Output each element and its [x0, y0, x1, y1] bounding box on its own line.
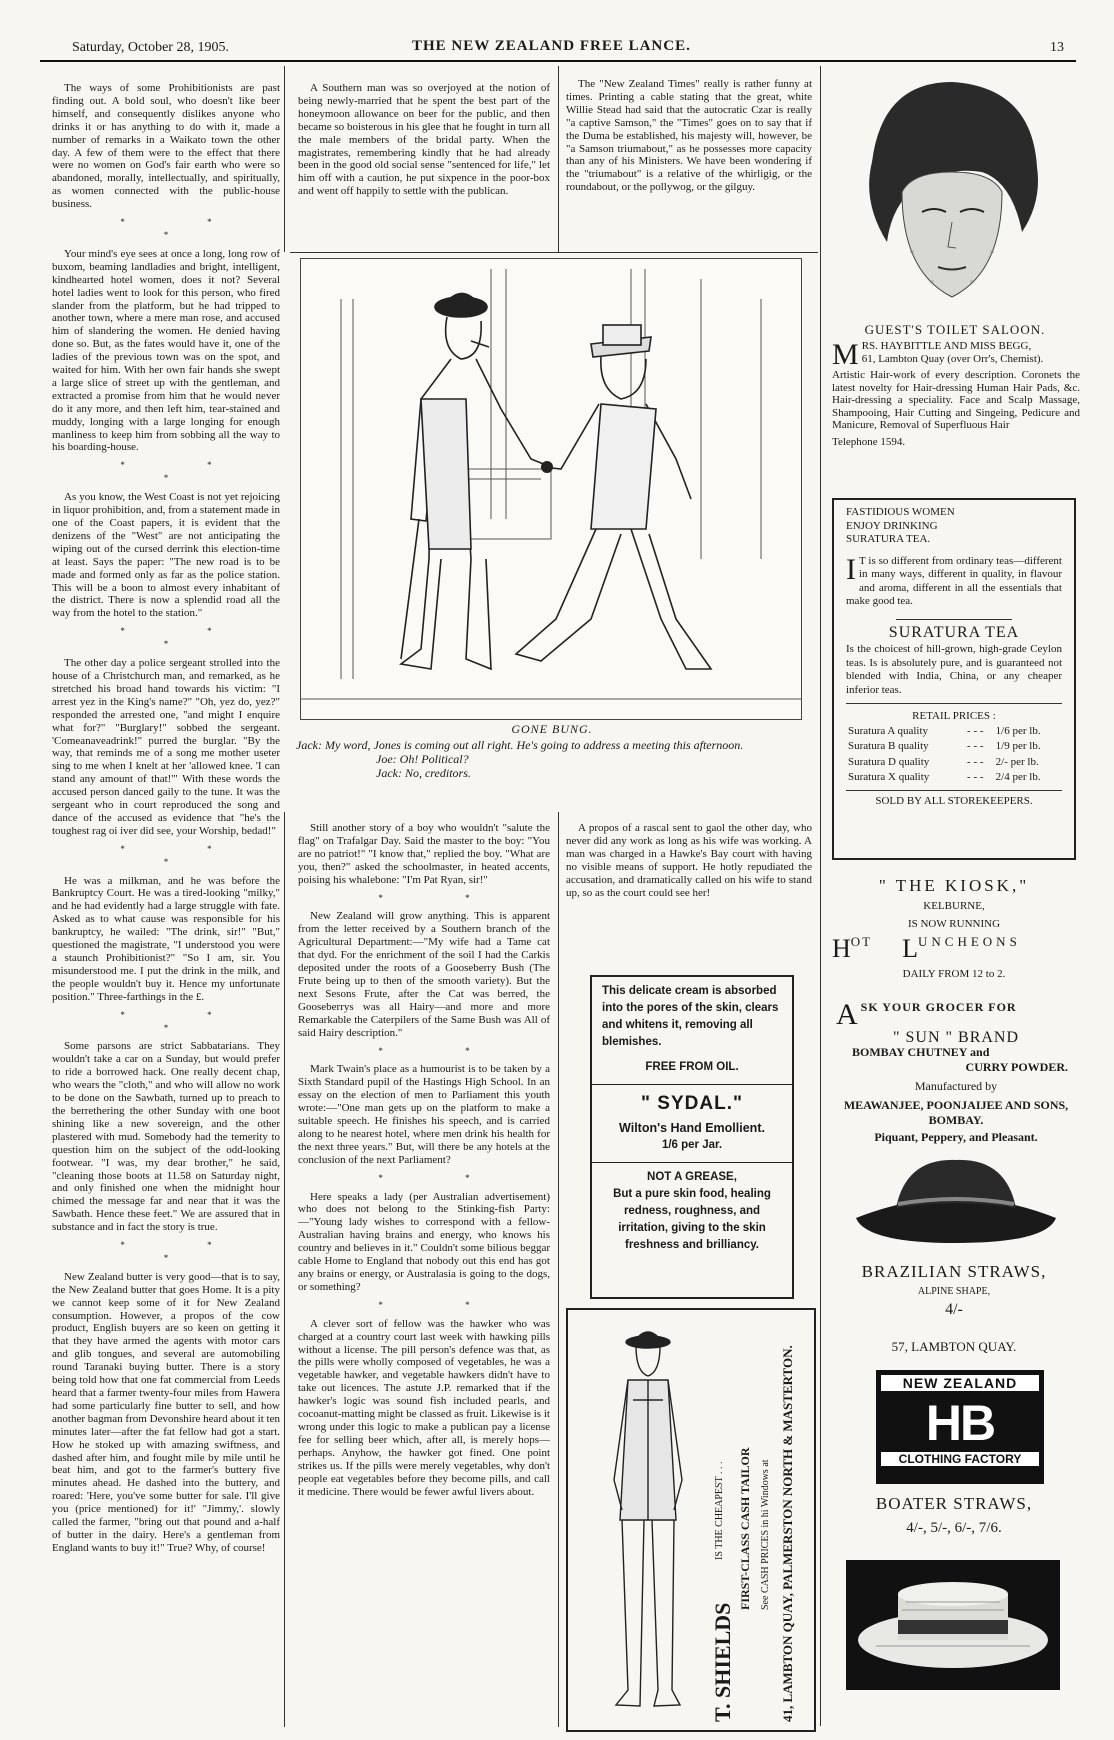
suratura-retail: RETAIL PRICES : [912, 710, 996, 722]
separator-stars: * * [378, 1045, 510, 1056]
price-value: 2/- per lb. [995, 755, 1039, 768]
suratura-price-table [846, 724, 1062, 786]
guest-names: RS. HAYBITTLE AND MISS BEGG, [861, 340, 1032, 352]
section-rule [290, 252, 818, 253]
sydal-desc: But a pure skin food, healing redness, roughness, and irritation, giving to the skin freshness and brilliancy. [613, 1188, 771, 1251]
article-paragraph: Some parsons are strict Sabbatarians. They wouldn't take a car on a Sunday, but would prefer to ride a borrowed hack. One really decent chap, who wears the "cloth," and who will allow no work to be done on the Sawbath, turned up to preach to the berrethering the other Sunday with one boot shining like a new sovereign, and the other plastered with mud. Somebody had the temerity to question him on the subject of the odd-looking footwear. "I was, my dear brother," he said, "cleaning those boots at 11.58 on Saturday night, and only finished one when the midnight hour chimed the message far and near that it was the Sawbath. Hence these feet." We are assured that in substance and in fact the story is true. [52, 1040, 280, 1234]
sun-dropcap: A [836, 998, 858, 1031]
boater-hat-illustration [846, 1560, 1060, 1690]
separator-stars: * * [378, 1299, 510, 1310]
kiosk-title: " THE KIOSK," [878, 876, 1030, 895]
column-3-top [566, 78, 812, 199]
column-1 [52, 82, 280, 1732]
tailored-man-illustration [578, 1320, 718, 1720]
separator-stars: * * * [120, 460, 252, 484]
article-paragraph: As you know, the West Coast is not yet rejoicing in liquor prohibition, and, from a statement made in one of the Coast papers, it is evident that the denizens of the "West" are not anticipating the wiping out of the cursed derrink this election-time at least. Says the paper: "The new road is to be made and formed only as far as the police station. This will be a boon to almost every inhabitant of the district. There is now a splendid road all the way from the hotel to the station." [52, 491, 280, 620]
shields-name: T. SHIELDS [710, 1602, 735, 1722]
price-value: 1/9 per lb. [995, 740, 1041, 752]
separator-stars: * * [378, 892, 510, 903]
sun-brand: " SUN " BRAND [892, 1029, 1020, 1046]
kiosk-daily: DAILY FROM 12 to 2. [902, 968, 1006, 980]
sydal-free-from-oil: FREE FROM OIL. [645, 1061, 739, 1073]
cartoon-line: Jack: My word, Jones is coming out all right. He's going to address a meeting this afternoon. [296, 738, 744, 752]
article-paragraph: A Southern man was so overjoyed at the notion of being newly-married that he spent the best part of the honeymoon allowance on beer for the public, and then became so boisterous in his glee that he fought in turn all the male members of the bridal party. When the magistrates, remembering kindly that he had already been in the good old social sense "sentenced for life," let him off with a caution, he put sixpence in the poor-box and went off happily to settle with the publican. [298, 82, 550, 198]
price-label: Suratura D quality [848, 755, 930, 768]
suratura-heading: ENJOY DRINKING [846, 519, 938, 532]
newspaper-title: THE NEW ZEALAND FREE LANCE. [412, 38, 691, 54]
straws-title: BRAZILIAN STRAWS, [861, 1262, 1047, 1281]
article-paragraph: Still another story of a boy who wouldn't "salute the flag" on Trafalgar Day. Said the master to the boy: "You are no patriot!" "I know that," replied the boy. "What are you, then?" asked the schoolmaster, in heated accents, poising his whalebone: "I'm Pat Ryan, sir!" [298, 822, 550, 886]
price-label: Suratura A quality [848, 724, 929, 737]
boater-hat-icon [846, 1560, 1060, 1690]
article-paragraph: New Zealand butter is very good—that is to say, the New Zealand butter that goes Home. It is a pity we cannot keep some of it for New Zealand consumption. However, a propos of the cow product, English buyers are so keen on getting it that they have armed the agents with motor cars and glib tongues, and several are automobiling round Taranaki buying butter. There is a story being told how that one fat commercial from Leeds heard that a farmer twenty-four miles from Hawera had some particularly fine butter to sell, and how another bagman from Devonshire heard about it ten minutes later—after the fat fellow had got a start. How he stoked up with amazing swiftness, and dashed after him, and fought mile by mile until he beat him, and got to the farmer's buttery five minutes ahead. He dashed into the buttery, and roared: 'Here, you've some butter for sale. I'll give you (price mentioned) for it!' "Jimmy,'. slowly called the farmer, "bring out that pound and a-half of butter in the dairy. Here's a gentleman from England wants to buy it!" True? Why, of course! [52, 1270, 280, 1554]
sun-ask: SK YOUR GROCER FOR [860, 1000, 1017, 1014]
separator-stars: * * * [120, 1240, 252, 1263]
shields-see-prices: See CASH PRICES in hi Windows at [760, 1459, 771, 1610]
sydal-product: Wilton's Hand Emollient. [619, 1121, 765, 1135]
suratura-advertisement [832, 498, 1076, 860]
guest-phone: Telephone 1594. [832, 435, 906, 448]
hat-illustration [846, 1148, 1066, 1258]
hb-logo [876, 1370, 1044, 1484]
shields-cheapest: IS THE CHEAPEST . . . [714, 1461, 725, 1560]
separator-stars: * * * [120, 626, 252, 650]
suratura-dropcap: I [846, 552, 856, 586]
suratura-name: SURATURA TEA [888, 623, 1020, 641]
column-3-bottom [566, 822, 812, 904]
hb-logo-factory: CLOTHING FACTORY [881, 1452, 1039, 1466]
article-paragraph: The "New Zealand Times" really is rather funny at times. Printing a cable stating that the great, white Willie Stead had said that the autocratic Czar is really "a captive Samson," the "Times" goes on to say that if the Duma be established, his majesty will, however, be "a Samson triumabout," as he possesses more capacity than any of his Ministers. We have been wondering if the "triumabout" is a relative of the whirligig, or the roundabout, or the pollywog, or the gilguy. [566, 78, 812, 194]
woman-portrait [842, 72, 1062, 312]
column-rule [558, 66, 559, 252]
kiosk-lunch-2: UNCHEONS [918, 934, 1021, 949]
shields-tailor: FIRST-CLASS CASH TAILOR [738, 1447, 752, 1610]
guest-title: GUEST'S TOILET SALOON. [864, 322, 1046, 337]
straws-shape: ALPINE SHAPE, [917, 1286, 991, 1297]
portrait-drawing [842, 72, 1062, 312]
article-paragraph: Here speaks a lady (per Australian advertisement) who does not belong to the Stinking-fish Party:—"Young lady wishes to correspond with a fellow-Australian having brains and energy, who knows his country and believes in it." Couldn't some bilious beggar cable Home to England that nobody out this end has got any brains or energy, or Australasia is going to the dogs, or something? [298, 1190, 550, 1293]
shields-advertisement [566, 1308, 816, 1732]
straws-address: 57, LAMBTON QUAY. [891, 1339, 1017, 1354]
alpine-hat-icon [846, 1148, 1066, 1258]
shields-address: 41, LAMBTON QUAY, PALMERSTON NORTH & MASTERTON. [780, 1345, 795, 1722]
column-rule [558, 812, 559, 1727]
column-rule [820, 66, 821, 1726]
article-paragraph: Your mind's eye sees at once a long, long row of buxom, beaming landladies and bright, intelligent, kindhearted hotel women, does it not? Several hotel ladies went to look for this person, who fired slander from the platform, but he had tripped to another town, where a mere man rose, and accused him of slandering the women. He denied having done so. But, as the fates would have it, one of the ladies of the previous town was on the spot, and waited for him. With her own fair hands she swept a large slice of street up with the gentleman, and extracted a promise from him that he would never do it any more, and then left him, tear-stained and muddy, longing with a large longing for enough manliness to keep him from sobbing all the way to his boarding-house. [52, 247, 280, 454]
cartoon-caption [296, 722, 808, 780]
straws-advertisement [832, 1262, 1076, 1355]
guest-dropcap: M [832, 338, 859, 371]
kiosk-place: KELBURNE, [923, 900, 985, 912]
article-paragraph: The other day a police sergeant strolled into the house of a Christchurch man, and remarked, as he stretched his broad hand towards his victim: "I arrest yez in the King's name?" "Oh, yez do, yez?" responded the arrested one, "and might I enquire what for?" "Burglary!" sobbed the sergeant. 'Comeanaveadrink!" purred the burglar. "By the way, that reminds me of a song me mother useter sing to me when I knelt at her 'allowed knee. 'I can stand any amount of that!'" With these words the accused person danced gaily to the tune. It was the sergeant who in court reproduced the song and dance of the accused as evidence that "he's the toughest rag oi iver did see, your Worship, bedad!" [52, 657, 280, 837]
sun-chutney: BOMBAY CHUTNEY and [852, 1045, 990, 1059]
sydal-intro: This delicate cream is absorbed into the pores of the skin, clears and whitens it, removing all blemishes. [602, 985, 779, 1048]
column-rule [284, 66, 285, 252]
boater-prices: 4/-, 5/-, 6/-, 7/6. [906, 1520, 1002, 1536]
suratura-sold: SOLD BY ALL STOREKEEPERS. [875, 794, 1033, 807]
cartoon-line: Joe: Oh! Political? [376, 752, 469, 766]
cartoon-drawing [301, 259, 801, 719]
kiosk-lunch: HOT LUNCHEONS [832, 934, 1021, 963]
table-row: Suratura X quality - - - 2/4 per lb. [846, 770, 1062, 786]
straws-price: 4/- [945, 1301, 963, 1318]
sun-curry: CURRY POWDER. [965, 1060, 1068, 1074]
kiosk-advertisement [832, 876, 1076, 980]
boater-advertisement [832, 1494, 1076, 1537]
column-rule [284, 812, 285, 1727]
table-row: Suratura A quality - - - 1/6 per lb. [846, 724, 1062, 740]
suratura-heading: SURATURA TEA. [846, 533, 931, 545]
sydal-advertisement [590, 975, 794, 1299]
sun-maker: MEAWANJEE, POONJAIJEE AND SONS, BOMBAY. [843, 1098, 1069, 1127]
sydal-name: " SYDAL." [641, 1093, 743, 1114]
column-2-bottom [298, 822, 550, 1727]
suratura-heading: FASTIDIOUS WOMEN [846, 506, 955, 518]
table-row: Suratura B quality - - - 1/9 per lb. [846, 739, 1062, 755]
price-label: Suratura X quality [848, 771, 930, 783]
suratura-body: T is so different from ordinary teas—different in many ways, different in quality, in flavour and aroma, different in all the essentials that make good tea. [846, 554, 1062, 607]
separator-stars: * * * [120, 217, 252, 240]
sun-manufactured: Manufactured by [914, 1079, 998, 1093]
kiosk-running: IS NOW RUNNING [907, 918, 1001, 930]
guest-address: 61, Lambton Quay (over Orr's, Chemist). [861, 352, 1044, 365]
separator-stars: * * * [120, 1009, 252, 1033]
article-paragraph: A propos of a rascal sent to gaol the other day, who never did any work as long as his wife was working. A man was charged in a Hawke's Bay court with having no visible means of support. He hotly repudiated the accusation, and dramatically called on his wife to stand up, so as the court could see her! [566, 822, 812, 899]
price-value: 1/6 per lb. [995, 724, 1041, 737]
article-paragraph: The ways of some Prohibitionists are past finding out. A bold soul, who doesn't like beer himself, and consequently dislikes anyone who drinks it or has anything to do with it, made a number of remarks in a Waikato town the other day. A few of them were to the effect that there were no women on God's fair earth who were so abandoned, morally, intellectually, and spiritually, as women connected with the public-house business. [52, 82, 280, 211]
column-2-top [298, 82, 550, 203]
sydal-not-grease: NOT A GREASE, [647, 1171, 737, 1183]
article-paragraph: Mark Twain's place as a humourist is to be taken by a Sixth Standard pupil of the Hastings High School. In an essay on the election of men to Parliament this youth wrote:—"One man gets up on the platform to make a suitable speech. He finishes his speech, and is carried along to he nearest hotel, where men drink his health for the next three years." But, will there be any hotels at the conclusion of the next Parliament? [298, 1063, 550, 1166]
hb-logo-letters: HB [925, 1395, 995, 1451]
kiosk-lunch-1: OT [850, 934, 873, 949]
article-paragraph: New Zealand will grow anything. This is apparent from the letter received by a Southern branch of the Agricultural Department:—"My wife had a Tame cat that dyd. For the enrichment of the soil I had the Carkis deposited under the roots of a Gooseberry Bush (The Frute being up to then of the smooth variety). But the next Sesons Frute, after the Cat was berred, the Gooseberrys was all Hairy—and more and more Remarkable the Caterpilers of the Same Bush was All of said Hairy description." [298, 910, 550, 1039]
price-value: 2/4 per lb. [995, 771, 1041, 783]
sun-brand-advertisement [836, 1000, 1076, 1145]
sun-tagline: Piquant, Peppery, and Pleasant. [874, 1130, 1038, 1144]
separator-stars: * * [378, 1172, 510, 1183]
cartoon-illustration [300, 258, 802, 720]
guest-body: Artistic Hair-work of every description. Coronets the latest novelty for Hair-dressing Human Hair Pads, &c. Hair-dressing a speciality. Face and Scalp Massage, Shampooing, Hair Cutting and Singeing, Pedicure and Manicure, Removal of Superfluous Hair [832, 369, 1080, 431]
sydal-price: 1/6 per Jar. [661, 1139, 723, 1151]
boater-title: BOATER STRAWS, [875, 1494, 1033, 1513]
page-number: 13 [1050, 40, 1064, 55]
suratura-desc: Is the choicest of hill-grown, high-grade Ceylon teas. Is is absolutely pure, and is guaranteed not blended with India, China, or any cheaper inferior teas. [846, 643, 1062, 696]
header-rule [40, 60, 1076, 62]
article-paragraph: A clever sort of fellow was the hawker who was charged at a country court last week with hawking pills without a license. The pill person's defence was that, as the pills were wholly composed of vegetables, he was a vegetable hawker, and vegetable hawkers didn't have to take out licences. The astute J.P. remarked that if the hawker's logic was sound fish included pearls, and cocoanut-matting might be classed as fruit. Likewise is it wrong under this logic to make a publican pay a license fee for selling beer which, after all, is merely hops—perhaps. Anyhow, the hawker got fined. One point strikes us. If the pills were merely vegetables, why don't people eat vegetables before they become pills, and call it medicine. There would be fewer awful livers about. [298, 1317, 550, 1498]
cartoon-line: Jack: No, creditors. [376, 766, 471, 780]
issue-date: Saturday, October 28, 1905. [72, 40, 229, 55]
hb-logo-nz: NEW ZEALAND [881, 1375, 1039, 1391]
article-paragraph: He was a milkman, and he was before the Bankruptcy Court. He was a tired-looking "milky," and he had evidently had a large struggle with fate. Asked as to what cause was responsible for his bankruptcy, he wailed: "The drink, sir!" "But," questioned the magistrate, "I understood you were a staunch Prohibitionist?" "So I am, sir. You misunderstood me. I put the drink in the milk, and the people wouldn't buy it. Hence my unfortunate position." Three-farthings in the £. [52, 874, 280, 1003]
table-row: Suratura D quality - - - 2/- per lb. [846, 755, 1062, 771]
price-label: Suratura B quality [848, 740, 929, 752]
cartoon-title: GONE BUNG. [511, 722, 593, 736]
guest-advertisement [832, 340, 1080, 448]
separator-stars: * * * [120, 843, 252, 867]
